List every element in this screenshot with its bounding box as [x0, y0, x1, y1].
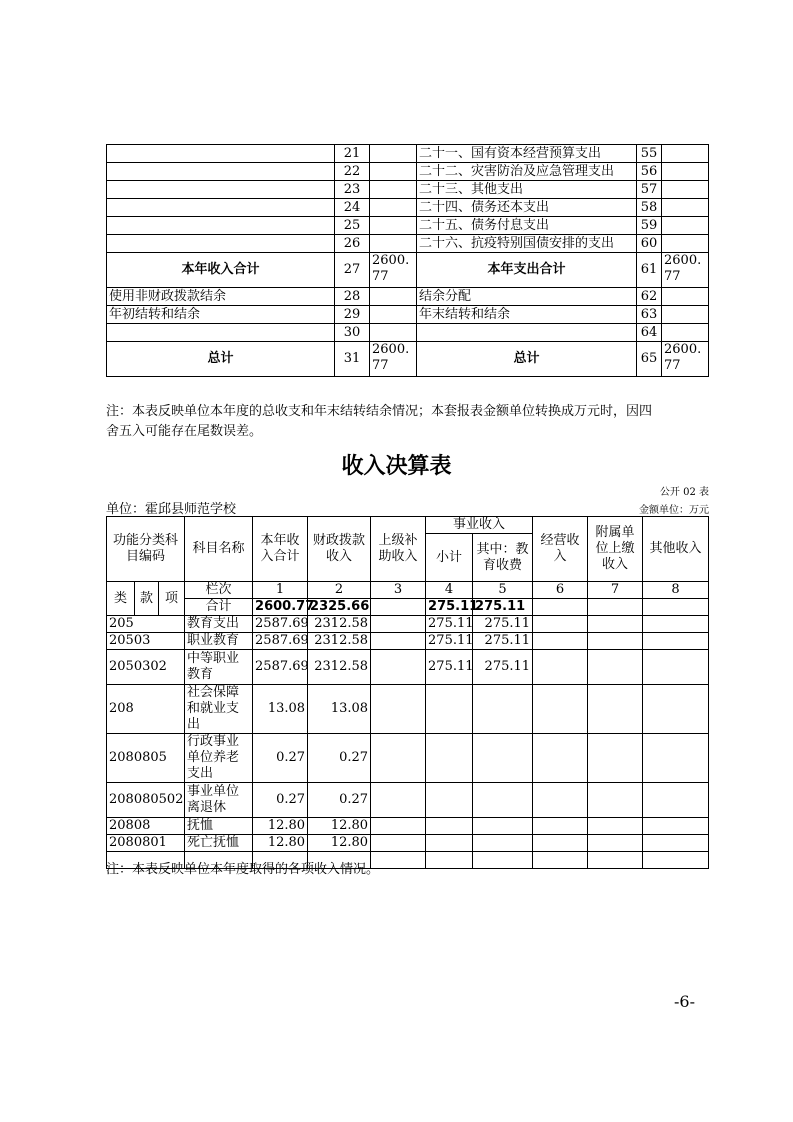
- summary-row: [107, 163, 709, 181]
- header-edu-fee: 其中：教育收费: [473, 534, 533, 582]
- row-number-left: 30: [335, 324, 370, 342]
- row-value-left: 2600.77: [370, 342, 417, 377]
- row-superior: [371, 818, 426, 835]
- row-label-left: [107, 199, 335, 217]
- row-number-left: 27: [335, 253, 370, 288]
- row-name: 行政事业单位养老支出: [185, 734, 253, 783]
- header-kuan: 款: [135, 582, 159, 616]
- income-row: [107, 818, 709, 835]
- row-subtotal: 275.11: [426, 633, 473, 650]
- header-func-code: 功能分类科目编码: [107, 517, 185, 582]
- row-superior: [371, 685, 426, 734]
- row-code: 208: [107, 685, 185, 734]
- income-row: [107, 650, 709, 685]
- row-name: 中等职业教育: [185, 650, 253, 685]
- total-row-operating: [533, 599, 588, 616]
- income-row: [107, 616, 709, 633]
- total-row-other: [643, 599, 709, 616]
- row-label-left: [107, 324, 335, 342]
- header-other: 其他收入: [643, 517, 709, 582]
- row-operating: [533, 650, 588, 685]
- row-label-right: 二十二、灾害防治及应急管理支出: [417, 163, 637, 181]
- row-edu-fee: [473, 734, 533, 783]
- total-row-total: 2600.77: [253, 599, 308, 616]
- income-row: [107, 633, 709, 650]
- row-edu-fee: [473, 783, 533, 818]
- row-operating: [533, 633, 588, 650]
- row-subtotal: [426, 818, 473, 835]
- row-label-right: 本年支出合计: [417, 253, 637, 288]
- row-value-right: [662, 288, 709, 306]
- row-number-left: 26: [335, 235, 370, 253]
- row-label-right: 总计: [417, 342, 637, 377]
- row-number-left: 28: [335, 288, 370, 306]
- row-label-left: 总计: [107, 342, 335, 377]
- unit-label: 单位：霍邱县师范学校: [106, 502, 237, 517]
- row-code: 2050302: [107, 650, 185, 685]
- row-name: 教育支出: [185, 616, 253, 633]
- row-code: 2080801: [107, 835, 185, 852]
- row-label-left: [107, 217, 335, 235]
- row-label-right: [417, 324, 637, 342]
- row-number-right: 61: [637, 253, 662, 288]
- header-affiliated: 附属单位上缴收入: [588, 517, 643, 582]
- row-number-left: 31: [335, 342, 370, 377]
- row-label-right: 二十三、其他支出: [417, 181, 637, 199]
- row-number-left: 29: [335, 306, 370, 324]
- row-edu-fee: [473, 685, 533, 734]
- row-superior: [371, 835, 426, 852]
- row-total: 12.80: [253, 818, 308, 835]
- row-total: 0.27: [253, 734, 308, 783]
- row-number-left: 22: [335, 163, 370, 181]
- row-edu-fee: 275.11: [473, 616, 533, 633]
- row-number-left: 24: [335, 199, 370, 217]
- row-value-left: [370, 199, 417, 217]
- summary-note-line1: 注：本表反映单位本年度的总收支和年末结转结余情况；本套报表金额单位转换成万元时，因四: [106, 404, 653, 419]
- row-affiliated: [588, 616, 643, 633]
- row-value-left: [370, 324, 417, 342]
- row-affiliated: [588, 633, 643, 650]
- row-other: [643, 685, 709, 734]
- summary-row: [107, 324, 709, 342]
- row-total: 13.08: [253, 685, 308, 734]
- summary-table: [106, 144, 709, 377]
- row-label-left: 本年收入合计: [107, 253, 335, 288]
- row-value-right: [662, 306, 709, 324]
- income-table: [106, 516, 709, 869]
- row-value-right: [662, 235, 709, 253]
- row-other: [643, 783, 709, 818]
- row-superior: [371, 783, 426, 818]
- row-number-right: 59: [637, 217, 662, 235]
- summary-row: [107, 199, 709, 217]
- row-subtotal: [426, 685, 473, 734]
- row-number-right: 62: [637, 288, 662, 306]
- row-code: 208080502: [107, 783, 185, 818]
- row-number-left: 21: [335, 145, 370, 163]
- row-label-right: 二十六、抗疫特别国债安排的支出: [417, 235, 637, 253]
- row-value-right: [662, 163, 709, 181]
- header-total: 本年收入合计: [253, 517, 308, 582]
- row-label-left: 年初结转和结余: [107, 306, 335, 324]
- total-row-label: 合计: [185, 599, 253, 616]
- col-number: 8: [643, 582, 709, 599]
- currency-label: 金额单位：万元: [639, 505, 709, 516]
- total-row-fiscal: 2325.66: [308, 599, 371, 616]
- col-number: 1: [253, 582, 308, 599]
- row-subtotal: [426, 783, 473, 818]
- row-number-right: 65: [637, 342, 662, 377]
- col-number: 7: [588, 582, 643, 599]
- row-total: 2587.69: [253, 616, 308, 633]
- col-number: 3: [371, 582, 426, 599]
- row-affiliated: [588, 783, 643, 818]
- row-number-right: 63: [637, 306, 662, 324]
- row-fiscal: 13.08: [308, 685, 371, 734]
- row-label-left: [107, 163, 335, 181]
- row-name: 社会保障和就业支出: [185, 685, 253, 734]
- row-label-right: 二十五、债务付息支出: [417, 217, 637, 235]
- row-fiscal: 12.80: [308, 818, 371, 835]
- row-edu-fee: 275.11: [473, 650, 533, 685]
- row-fiscal: 2312.58: [308, 650, 371, 685]
- header-business: 事业收入: [426, 517, 533, 534]
- row-value-right: [662, 199, 709, 217]
- row-code: 20503: [107, 633, 185, 650]
- col-number: 5: [473, 582, 533, 599]
- row-operating: [533, 685, 588, 734]
- income-row: [107, 734, 709, 783]
- row-value-right: [662, 217, 709, 235]
- col-number: 4: [426, 582, 473, 599]
- row-label-right: 结余分配: [417, 288, 637, 306]
- row-number-left: 23: [335, 181, 370, 199]
- row-label-right: 二十四、债务还本支出: [417, 199, 637, 217]
- row-name: 抚恤: [185, 818, 253, 835]
- row-label-right: 二十一、国有资本经营预算支出: [417, 145, 637, 163]
- row-number-right: 55: [637, 145, 662, 163]
- row-operating: [533, 734, 588, 783]
- row-subtotal: [426, 835, 473, 852]
- row-number-right: 56: [637, 163, 662, 181]
- row-superior: [371, 734, 426, 783]
- header-column-no: 栏次: [185, 582, 253, 599]
- row-label-left: [107, 235, 335, 253]
- row-other: [643, 633, 709, 650]
- row-other: [643, 818, 709, 835]
- summary-row: [107, 306, 709, 324]
- row-total: 0.27: [253, 783, 308, 818]
- row-fiscal: 2312.58: [308, 616, 371, 633]
- income-row: [107, 685, 709, 734]
- total-row-affiliated: [588, 599, 643, 616]
- row-fiscal: 0.27: [308, 734, 371, 783]
- col-number: 2: [308, 582, 371, 599]
- header-fiscal: 财政拨款收入: [308, 517, 371, 582]
- row-other: [643, 616, 709, 633]
- row-total: 2587.69: [253, 650, 308, 685]
- row-edu-fee: [473, 818, 533, 835]
- row-code: 205: [107, 616, 185, 633]
- row-number-right: 60: [637, 235, 662, 253]
- row-affiliated: [588, 650, 643, 685]
- summary-row: [107, 342, 709, 377]
- row-number-left: 25: [335, 217, 370, 235]
- row-label-left: [107, 181, 335, 199]
- header-subtotal: 小计: [426, 534, 473, 582]
- row-operating: [533, 818, 588, 835]
- row-value-left: [370, 306, 417, 324]
- row-other: [643, 835, 709, 852]
- row-number-right: 64: [637, 324, 662, 342]
- summary-row: [107, 217, 709, 235]
- summary-row: [107, 145, 709, 163]
- row-value-left: [370, 288, 417, 306]
- summary-row: [107, 235, 709, 253]
- row-code: 20808: [107, 818, 185, 835]
- row-label-right: 年末结转和结余: [417, 306, 637, 324]
- col-number: 6: [533, 582, 588, 599]
- total-row-superior: [371, 599, 426, 616]
- summary-row: [107, 253, 709, 288]
- income-note: 注：本表反映单位本年度取得的各项收入情况。: [106, 862, 380, 877]
- header-xiang: 项: [159, 582, 185, 616]
- row-subtotal: 275.11: [426, 616, 473, 633]
- row-label-left: [107, 145, 335, 163]
- row-name: 事业单位离退休: [185, 783, 253, 818]
- row-superior: [371, 633, 426, 650]
- row-other: [643, 734, 709, 783]
- row-value-left: [370, 217, 417, 235]
- row-number-right: 58: [637, 199, 662, 217]
- income-row: [107, 835, 709, 852]
- row-subtotal: 275.11: [426, 650, 473, 685]
- summary-row: [107, 181, 709, 199]
- row-affiliated: [588, 734, 643, 783]
- row-operating: [533, 616, 588, 633]
- summary-note-line2: 舍五入可能存在尾数误差。: [106, 424, 263, 439]
- form-code: 公开 02 表: [659, 487, 709, 498]
- page-number: -6-: [674, 992, 695, 1011]
- row-value-left: [370, 163, 417, 181]
- header-superior: 上级补助收入: [371, 517, 426, 582]
- header-lei: 类: [107, 582, 135, 616]
- row-name: 职业教育: [185, 633, 253, 650]
- total-row-subtotal: 275.11: [426, 599, 473, 616]
- row-edu-fee: [473, 835, 533, 852]
- row-value-right: [662, 181, 709, 199]
- row-affiliated: [588, 818, 643, 835]
- row-value-right: 2600.77: [662, 342, 709, 377]
- income-row: [107, 783, 709, 818]
- row-superior: [371, 616, 426, 633]
- row-value-left: [370, 235, 417, 253]
- row-fiscal: 12.80: [308, 835, 371, 852]
- row-value-left: 2600.77: [370, 253, 417, 288]
- row-superior: [371, 650, 426, 685]
- row-value-left: [370, 181, 417, 199]
- row-fiscal: 0.27: [308, 783, 371, 818]
- row-value-right: 2600.77: [662, 253, 709, 288]
- row-operating: [533, 835, 588, 852]
- row-operating: [533, 783, 588, 818]
- row-code: 2080805: [107, 734, 185, 783]
- row-total: 2587.69: [253, 633, 308, 650]
- row-number-right: 57: [637, 181, 662, 199]
- row-subtotal: [426, 734, 473, 783]
- summary-row: [107, 288, 709, 306]
- header-subject-name: 科目名称: [185, 517, 253, 582]
- row-value-right: [662, 324, 709, 342]
- row-label-left: 使用非财政拨款结余: [107, 288, 335, 306]
- income-table-title: 收入决算表: [341, 454, 452, 479]
- header-operating: 经营收入: [533, 517, 588, 582]
- row-value-left: [370, 145, 417, 163]
- row-other: [643, 650, 709, 685]
- row-affiliated: [588, 685, 643, 734]
- row-value-right: [662, 145, 709, 163]
- row-total: 12.80: [253, 835, 308, 852]
- row-fiscal: 2312.58: [308, 633, 371, 650]
- row-edu-fee: 275.11: [473, 633, 533, 650]
- total-row-edu-fee: 275.11: [473, 599, 533, 616]
- row-affiliated: [588, 835, 643, 852]
- row-name: 死亡抚恤: [185, 835, 253, 852]
